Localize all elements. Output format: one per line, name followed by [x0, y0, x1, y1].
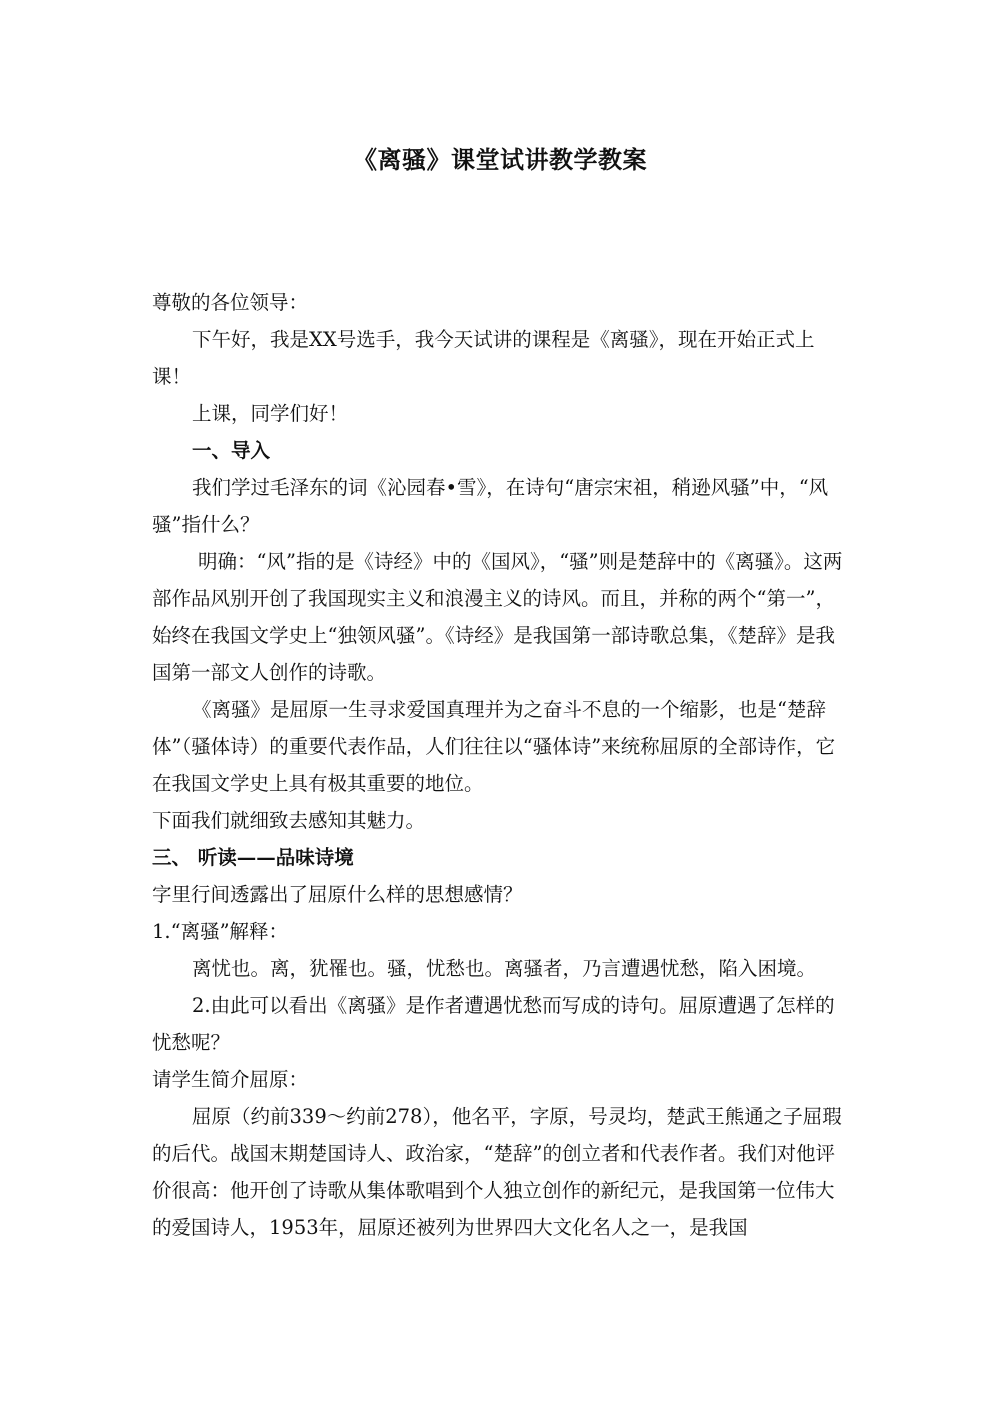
greeting-line: 尊敬的各位领导：: [152, 291, 309, 314]
class-start-line: 上课，同学们好！: [192, 402, 349, 425]
section-one-question: 我们学过毛泽东的词《沁园春•雪》，在诗句“唐宗宋祖，稍逊风骚”中，“风骚”指什么？: [152, 476, 829, 536]
document-body: [152, 284, 852, 1246]
section-three-heading: 三、 听读——品味诗境: [152, 846, 354, 869]
item-2-text: 2.由此可以看出《离骚》是作者遭遇忧愁而写成的诗句。屈原遭遇了怎样的忧愁呢？: [152, 994, 835, 1054]
section-one-lisao-paragraph: 《离骚》是屈原一生寻求爱国真理并为之奋斗不息的一个缩影，也是“楚辞体”（骚体诗）的重要代表作品，人们往往以“骚体诗”来统称屈原的全部诗作，它在我国文学史上具有极其重要的地位。: [152, 698, 836, 795]
item-1-label: 1.“离骚”解释：: [152, 920, 289, 943]
page-title: 《离骚》课堂试讲教学教案: [353, 145, 647, 174]
intro-paragraph: 下午好，我是XX号选手，我今天试讲的课程是《离骚》，现在开始正式上课！: [152, 328, 815, 388]
quyuan-paragraph: 屈原（约前339～约前278），他名平，字原，号灵均，楚武王熊通之子屈瑕的后代。战国末期楚国诗人、政治家，“楚辞”的创立者和代表作者。我们对他评价很高：他开创了诗歌从集体歌唱到个人独立创作的新纪元，是我国第一位伟大的爱国诗人，1953年，屈原还被列为世界四大文化名人之一，是我国: [152, 1105, 842, 1239]
student-prompt: 请学生简介屈原：: [152, 1068, 309, 1091]
section-one-heading: 一、导入: [192, 439, 271, 462]
section-three-question: 字里行间透露出了屈原什么样的思想感情？: [152, 883, 523, 906]
section-one-transition: 下面我们就细致去感知其魅力。: [152, 809, 426, 832]
section-one-answer: 明确：“风”指的是《诗经》中的《国风》，“骚”则是楚辞中的《离骚》。这两部作品风别开创了我国现实主义和浪漫主义的诗风。而且，并称的两个“第一”，始终在我国文学史上“独领风骚”。《诗经》是我国第一部诗歌总集，《楚辞》是我国第一部文人创作的诗歌。: [152, 550, 843, 684]
item-1-text: 离忧也。离，犹罹也。骚，忧愁也。离骚者，乃言遭遇忧愁，陷入困境。: [192, 957, 817, 980]
